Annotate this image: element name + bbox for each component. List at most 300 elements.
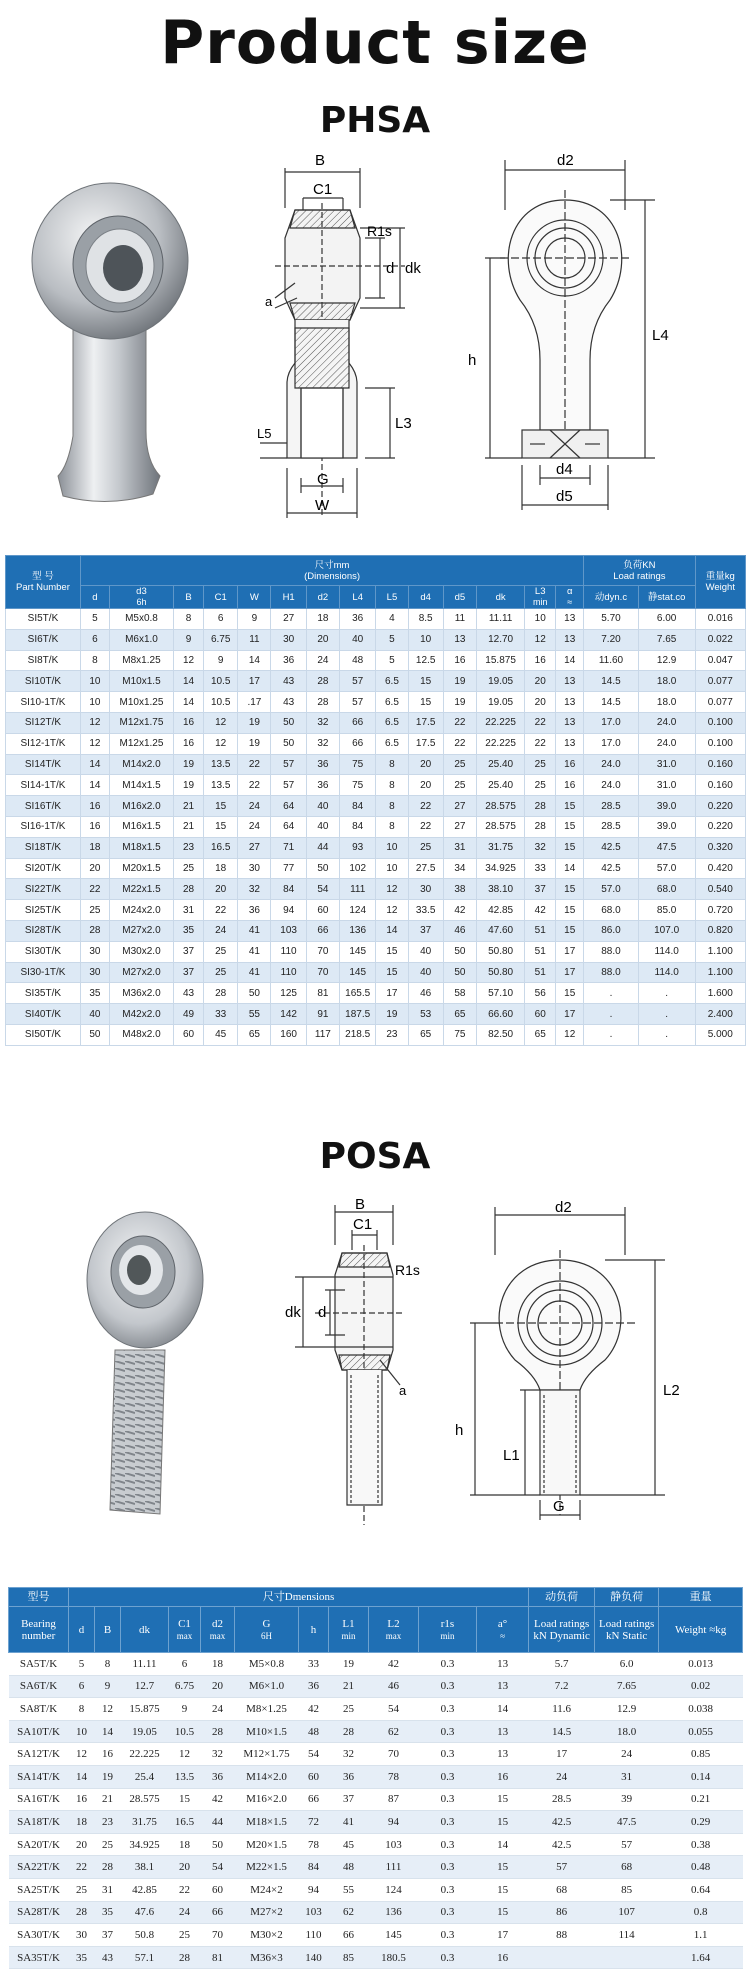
phsa-part-number: SI5T/K (6, 609, 81, 630)
posa-part-number: SA10T/K (9, 1720, 69, 1743)
posa-header-type: 型号 (9, 1588, 69, 1607)
posa-table-row (9, 1720, 743, 1743)
phsa-cell: 15 (556, 816, 584, 837)
phsa-side-diagram (255, 148, 435, 518)
phsa-cell: 14 (556, 858, 584, 879)
posa-cell: 1.64 (659, 1946, 743, 1969)
phsa-cell: 15 (376, 962, 408, 983)
phsa-cell: 12.5 (408, 650, 443, 671)
phsa-cell: 12 (376, 879, 408, 900)
phsa-cell: 8 (376, 796, 408, 817)
phsa-cell: 93 (340, 837, 376, 858)
phsa-spec-table (5, 555, 746, 1046)
phsa-table-row (6, 754, 746, 775)
phsa-cell: 16 (80, 796, 109, 817)
phsa-cell: 6.5 (376, 671, 408, 692)
phsa-cell: 71 (271, 837, 306, 858)
phsa-cell: 25 (443, 775, 476, 796)
posa-cell: 0.038 (659, 1698, 743, 1721)
phsa-part-number: SI35T/K (6, 983, 81, 1004)
phsa-cell: M5x0.8 (109, 609, 173, 630)
posa-cell: 66 (201, 1901, 235, 1924)
posa-cell: 15 (477, 1856, 529, 1879)
posa-cell: 15 (477, 1878, 529, 1901)
posa-header-stat: 静负荷 (595, 1588, 659, 1607)
phsa-cell: 16 (556, 754, 584, 775)
phsa-cell: 94 (271, 900, 306, 921)
phsa-cell: 34 (443, 858, 476, 879)
posa-cell: 31 (95, 1878, 121, 1901)
phsa-cell: 6 (80, 629, 109, 650)
posa-cell: 22 (169, 1878, 201, 1901)
phsa-cell: 16 (174, 733, 204, 754)
phsa-cell: 1.100 (695, 941, 745, 962)
posa-cell: 70 (369, 1743, 419, 1766)
phsa-cell: 47.60 (477, 920, 525, 941)
phsa-cell: 35 (80, 983, 109, 1004)
phsa-cell: 8 (376, 775, 408, 796)
posa-col-header: Load ratings kN Dynamic (529, 1607, 595, 1653)
phsa-cell: 19 (443, 692, 476, 713)
phsa-cell: 86.0 (584, 920, 639, 941)
phsa-cell: 75 (340, 775, 376, 796)
phsa-cell: 68.0 (584, 900, 639, 921)
posa-cell: 111 (369, 1856, 419, 1879)
phsa-table-row (6, 816, 746, 837)
label-d: d (386, 260, 395, 277)
phsa-cell: 31 (174, 900, 204, 921)
phsa-cell: M10x1.25 (109, 692, 173, 713)
phsa-cell: 16 (556, 775, 584, 796)
posa-cell: 14 (477, 1833, 529, 1856)
phsa-cell: 12 (204, 733, 238, 754)
phsa-part-number: SI25T/K (6, 900, 81, 921)
posa-part-number: SA30T/K (9, 1924, 69, 1947)
phsa-cell: 37 (174, 962, 204, 983)
posa-cell: 28 (329, 1720, 369, 1743)
phsa-cell: 57.0 (638, 858, 695, 879)
phsa-cell: 12 (80, 712, 109, 733)
phsa-cell: 36 (340, 609, 376, 630)
posa-cell: 94 (369, 1811, 419, 1834)
phsa-cell: 14.5 (584, 671, 639, 692)
phsa-cell: 14 (174, 692, 204, 713)
phsa-cell: 13.5 (204, 775, 238, 796)
phsa-col-header: L5 (376, 586, 408, 609)
phsa-cell: 32 (306, 712, 339, 733)
phsa-cell: 102 (340, 858, 376, 879)
posa-cell: 7.2 (529, 1675, 595, 1698)
posa-cell: 32 (329, 1743, 369, 1766)
phsa-cell: 10.5 (204, 692, 238, 713)
phsa-table-row (6, 962, 746, 983)
posa-cell: 66 (299, 1788, 329, 1811)
phsa-cell: 30 (271, 629, 306, 650)
posa-cell: 68 (595, 1856, 659, 1879)
posa-cell: 13 (477, 1675, 529, 1698)
phsa-cell: 124 (340, 900, 376, 921)
phsa-cell: 40 (340, 629, 376, 650)
phsa-cell: 0.100 (695, 712, 745, 733)
phsa-cell: 41 (238, 962, 271, 983)
posa-part-number: SA14T/K (9, 1765, 69, 1788)
phsa-cell: 13 (556, 609, 584, 630)
label-h: h (468, 352, 477, 369)
label-G: G (317, 471, 329, 488)
posa-cell: 36 (329, 1765, 369, 1788)
phsa-cell: 66 (340, 712, 376, 733)
posa-label-d: d (318, 1304, 327, 1321)
posa-cell: 24 (201, 1698, 235, 1721)
phsa-cell: M6x1.0 (109, 629, 173, 650)
posa-part-number: SA5T/K (9, 1653, 69, 1676)
posa-cell: 28 (69, 1901, 95, 1924)
posa-cell: 25 (169, 1924, 201, 1947)
phsa-cell: 28 (306, 671, 339, 692)
phsa-col-header: d (80, 586, 109, 609)
posa-cell: 8 (95, 1653, 121, 1676)
phsa-cell: 13 (556, 733, 584, 754)
posa-cell: 0.14 (659, 1765, 743, 1788)
posa-cell: 88 (529, 1924, 595, 1947)
label-B: B (315, 152, 326, 169)
posa-table-row (9, 1901, 743, 1924)
posa-cell: 54 (369, 1698, 419, 1721)
posa-cell: 18.0 (595, 1720, 659, 1743)
phsa-cell: 25 (408, 837, 443, 858)
phsa-cell: 65 (443, 1004, 476, 1025)
phsa-cell: 40 (408, 962, 443, 983)
posa-cell: 48 (299, 1720, 329, 1743)
posa-cell: 35 (95, 1901, 121, 1924)
label-a: a (265, 294, 273, 309)
phsa-part-number: SI40T/K (6, 1004, 81, 1025)
posa-cell: 14.5 (529, 1720, 595, 1743)
phsa-cell: 28.575 (477, 816, 525, 837)
posa-label-h: h (455, 1422, 464, 1439)
phsa-cell: 44 (306, 837, 339, 858)
phsa-cell: 12.9 (638, 650, 695, 671)
phsa-part-number: SI28T/K (6, 920, 81, 941)
phsa-table-row (6, 796, 746, 817)
phsa-cell: 66.60 (477, 1004, 525, 1025)
phsa-cell: 0.720 (695, 900, 745, 921)
phsa-cell: 46 (408, 983, 443, 1004)
phsa-cell: 57.10 (477, 983, 525, 1004)
posa-spec-table (8, 1587, 743, 1969)
posa-cell: 44 (201, 1811, 235, 1834)
posa-cell: M36×3 (235, 1946, 299, 1969)
phsa-cell: 57 (340, 671, 376, 692)
phsa-cell: 28 (174, 879, 204, 900)
phsa-cell: 53 (408, 1004, 443, 1025)
phsa-cell: 28.575 (477, 796, 525, 817)
phsa-cell: 25 (525, 775, 556, 796)
phsa-cell: 42.85 (477, 900, 525, 921)
phsa-cell: 32 (525, 837, 556, 858)
posa-cell: 0.38 (659, 1833, 743, 1856)
posa-cell: 19 (95, 1765, 121, 1788)
phsa-cell: 24 (238, 796, 271, 817)
phsa-part-number: SI50T/K (6, 1024, 81, 1045)
phsa-cell: 114.0 (638, 962, 695, 983)
posa-cell: 6 (69, 1675, 95, 1698)
phsa-cell: 24.0 (584, 754, 639, 775)
phsa-cell: 37 (525, 879, 556, 900)
phsa-cell: 31.0 (638, 754, 695, 775)
phsa-cell: 1.100 (695, 962, 745, 983)
phsa-cell: 17 (556, 941, 584, 962)
phsa-cell: 60 (174, 1024, 204, 1045)
posa-label-B: B (355, 1196, 366, 1213)
phsa-cell: 40 (306, 816, 339, 837)
phsa-cell: 25 (204, 962, 238, 983)
posa-cell: 62 (369, 1720, 419, 1743)
phsa-cell: 4 (376, 609, 408, 630)
posa-cell: 0.3 (419, 1856, 477, 1879)
posa-cell: 103 (369, 1833, 419, 1856)
posa-cell: 50.8 (121, 1924, 169, 1947)
phsa-cell: 15 (556, 879, 584, 900)
phsa-cell: 27 (443, 816, 476, 837)
phsa-cell: 43 (271, 692, 306, 713)
phsa-cell: 40 (408, 941, 443, 962)
posa-cell: 31.75 (121, 1811, 169, 1834)
posa-cell: 0.3 (419, 1675, 477, 1698)
posa-table-row (9, 1743, 743, 1766)
phsa-cell: 28 (525, 816, 556, 837)
phsa-cell: 33 (204, 1004, 238, 1025)
posa-cell: 6.0 (595, 1653, 659, 1676)
phsa-cell: 18 (80, 837, 109, 858)
phsa-cell: 64 (271, 816, 306, 837)
phsa-cell: 17 (376, 983, 408, 1004)
posa-cell: 87 (369, 1788, 419, 1811)
posa-part-number: SA12T/K (9, 1743, 69, 1766)
phsa-part-number: SI14T/K (6, 754, 81, 775)
phsa-cell: 22 (238, 754, 271, 775)
phsa-cell: 75 (340, 754, 376, 775)
posa-cell: 0.3 (419, 1653, 477, 1676)
phsa-cell: 110 (271, 941, 306, 962)
phsa-cell: 50 (271, 733, 306, 754)
phsa-col-header: B (174, 586, 204, 609)
posa-cell: 24 (169, 1901, 201, 1924)
posa-cell: 84 (299, 1856, 329, 1879)
phsa-cell: 16 (443, 650, 476, 671)
phsa-cell: 22 (408, 796, 443, 817)
posa-cell: 12.7 (121, 1675, 169, 1698)
phsa-cell: 65 (238, 1024, 271, 1045)
phsa-cell: 22 (443, 733, 476, 754)
posa-cell: 42.5 (529, 1811, 595, 1834)
posa-header-dyn: 动负荷 (529, 1588, 595, 1607)
phsa-product-photo (28, 176, 188, 506)
phsa-cell: 142 (271, 1004, 306, 1025)
phsa-cell: 28 (306, 692, 339, 713)
phsa-cell: 50.80 (477, 941, 525, 962)
posa-cell: 28.575 (121, 1788, 169, 1811)
posa-cell: 16 (69, 1788, 95, 1811)
phsa-cell: 11.11 (477, 609, 525, 630)
phsa-cell: 15 (204, 796, 238, 817)
phsa-cell: 17 (556, 962, 584, 983)
posa-cell: 57 (529, 1856, 595, 1879)
phsa-cell: 0.220 (695, 816, 745, 837)
posa-cell: 1.1 (659, 1924, 743, 1947)
posa-cell: 0.3 (419, 1833, 477, 1856)
phsa-cell: 15 (408, 671, 443, 692)
header-load: 负荷KN Load ratings (584, 556, 695, 586)
phsa-cell: 21 (174, 796, 204, 817)
posa-cell: 0.3 (419, 1788, 477, 1811)
phsa-cell: 19.05 (477, 692, 525, 713)
phsa-cell: 25 (174, 858, 204, 879)
phsa-cell: 39.0 (638, 816, 695, 837)
posa-cell: 31 (595, 1765, 659, 1788)
phsa-cell: 41 (238, 941, 271, 962)
phsa-cell: 50 (271, 712, 306, 733)
posa-cell: 136 (369, 1901, 419, 1924)
phsa-cell: 25.40 (477, 754, 525, 775)
posa-cell: 6 (169, 1653, 201, 1676)
posa-cell: 14 (477, 1698, 529, 1721)
phsa-cell: 40 (306, 796, 339, 817)
phsa-cell: 15 (556, 920, 584, 941)
posa-cell: M30×2 (235, 1924, 299, 1947)
phsa-part-number: SI16T/K (6, 796, 81, 817)
phsa-table-row (6, 733, 746, 754)
label-dk: dk (405, 260, 421, 277)
phsa-cell: 14 (556, 650, 584, 671)
posa-cell: 13 (477, 1743, 529, 1766)
phsa-cell: 110 (271, 962, 306, 983)
posa-cell: 25 (95, 1833, 121, 1856)
phsa-cell: 23 (174, 837, 204, 858)
posa-cell: 60 (299, 1765, 329, 1788)
phsa-cell: 16 (174, 712, 204, 733)
phsa-cell: 27 (271, 609, 306, 630)
phsa-cell: 23 (376, 1024, 408, 1045)
posa-cell: 54 (299, 1743, 329, 1766)
phsa-cell: 17 (238, 671, 271, 692)
phsa-cell: . (638, 1004, 695, 1025)
phsa-part-number: SI16-1T/K (6, 816, 81, 837)
phsa-cell: 17.5 (408, 733, 443, 754)
posa-cell: 9 (169, 1698, 201, 1721)
posa-label-L1: L1 (503, 1447, 520, 1464)
phsa-cell: 22 (443, 712, 476, 733)
phsa-cell: 165.5 (340, 983, 376, 1004)
phsa-table-row (6, 920, 746, 941)
phsa-cell: 31.75 (477, 837, 525, 858)
posa-cell: 13 (477, 1720, 529, 1743)
phsa-cell: 187.5 (340, 1004, 376, 1025)
phsa-cell: M10x1.5 (109, 671, 173, 692)
posa-table-row (9, 1653, 743, 1676)
phsa-cell: .17 (238, 692, 271, 713)
phsa-cell: 0.160 (695, 775, 745, 796)
posa-cell: 86 (529, 1901, 595, 1924)
phsa-cell: 50 (238, 983, 271, 1004)
posa-part-number: SA35T/K (9, 1946, 69, 1969)
phsa-cell: 111 (340, 879, 376, 900)
posa-cell: 8 (69, 1698, 95, 1721)
phsa-cell: 14 (238, 650, 271, 671)
phsa-cell: 10.5 (204, 671, 238, 692)
posa-cell: 12 (69, 1743, 95, 1766)
posa-col-header: h (299, 1607, 329, 1653)
posa-cell: 25 (69, 1878, 95, 1901)
phsa-cell: 18.0 (638, 671, 695, 692)
phsa-cell: 13.5 (204, 754, 238, 775)
posa-label-dk: dk (285, 1304, 301, 1321)
phsa-cell: 28 (204, 983, 238, 1004)
phsa-cell: M22x1.5 (109, 879, 173, 900)
phsa-title: PHSA (319, 100, 431, 141)
posa-cell: 78 (299, 1833, 329, 1856)
posa-cell: M6×1.0 (235, 1675, 299, 1698)
phsa-cell: 14 (80, 754, 109, 775)
phsa-cell: 25.40 (477, 775, 525, 796)
posa-cell: 48 (329, 1856, 369, 1879)
posa-cell: 10.5 (169, 1720, 201, 1743)
posa-cell: 37 (95, 1924, 121, 1947)
phsa-cell: 17.0 (584, 733, 639, 754)
phsa-part-number: SI18T/K (6, 837, 81, 858)
phsa-cell: 0.420 (695, 858, 745, 879)
posa-cell: 16 (477, 1765, 529, 1788)
phsa-cell: 22 (204, 900, 238, 921)
phsa-cell: 70 (306, 962, 339, 983)
phsa-cell: 66 (340, 733, 376, 754)
phsa-cell: 47.5 (638, 837, 695, 858)
phsa-cell: 50.80 (477, 962, 525, 983)
phsa-table-row (6, 650, 746, 671)
phsa-cell: 36 (238, 900, 271, 921)
phsa-cell: 36 (306, 775, 339, 796)
phsa-part-number: SI12T/K (6, 712, 81, 733)
posa-cell: 68 (529, 1878, 595, 1901)
posa-cell: M18×1.5 (235, 1811, 299, 1834)
phsa-cell: 60 (306, 900, 339, 921)
page-title: Product size (160, 8, 590, 78)
phsa-cell: 75 (443, 1024, 476, 1045)
phsa-cell: 30 (80, 941, 109, 962)
posa-cell: 0.3 (419, 1811, 477, 1834)
phsa-cell: 55 (238, 1004, 271, 1025)
posa-cell: 145 (369, 1924, 419, 1947)
posa-label-G: G (553, 1498, 565, 1515)
phsa-cell: 32 (306, 733, 339, 754)
phsa-cell: . (584, 983, 639, 1004)
phsa-cell: 15 (204, 816, 238, 837)
posa-header-bearing: Bearing number (9, 1607, 69, 1653)
posa-cell: 14 (69, 1765, 95, 1788)
phsa-cell: 24 (238, 816, 271, 837)
posa-cell: M20×1.5 (235, 1833, 299, 1856)
phsa-cell: 24.0 (638, 712, 695, 733)
phsa-cell: 42.5 (584, 858, 639, 879)
phsa-cell: 15.875 (477, 650, 525, 671)
posa-cell: 62 (329, 1901, 369, 1924)
phsa-cell: 6.5 (376, 733, 408, 754)
phsa-cell: 57 (340, 692, 376, 713)
posa-cell: 5 (69, 1653, 95, 1676)
phsa-cell: M14x1.5 (109, 775, 173, 796)
phsa-cell: 10 (408, 629, 443, 650)
phsa-cell: 10 (80, 671, 109, 692)
